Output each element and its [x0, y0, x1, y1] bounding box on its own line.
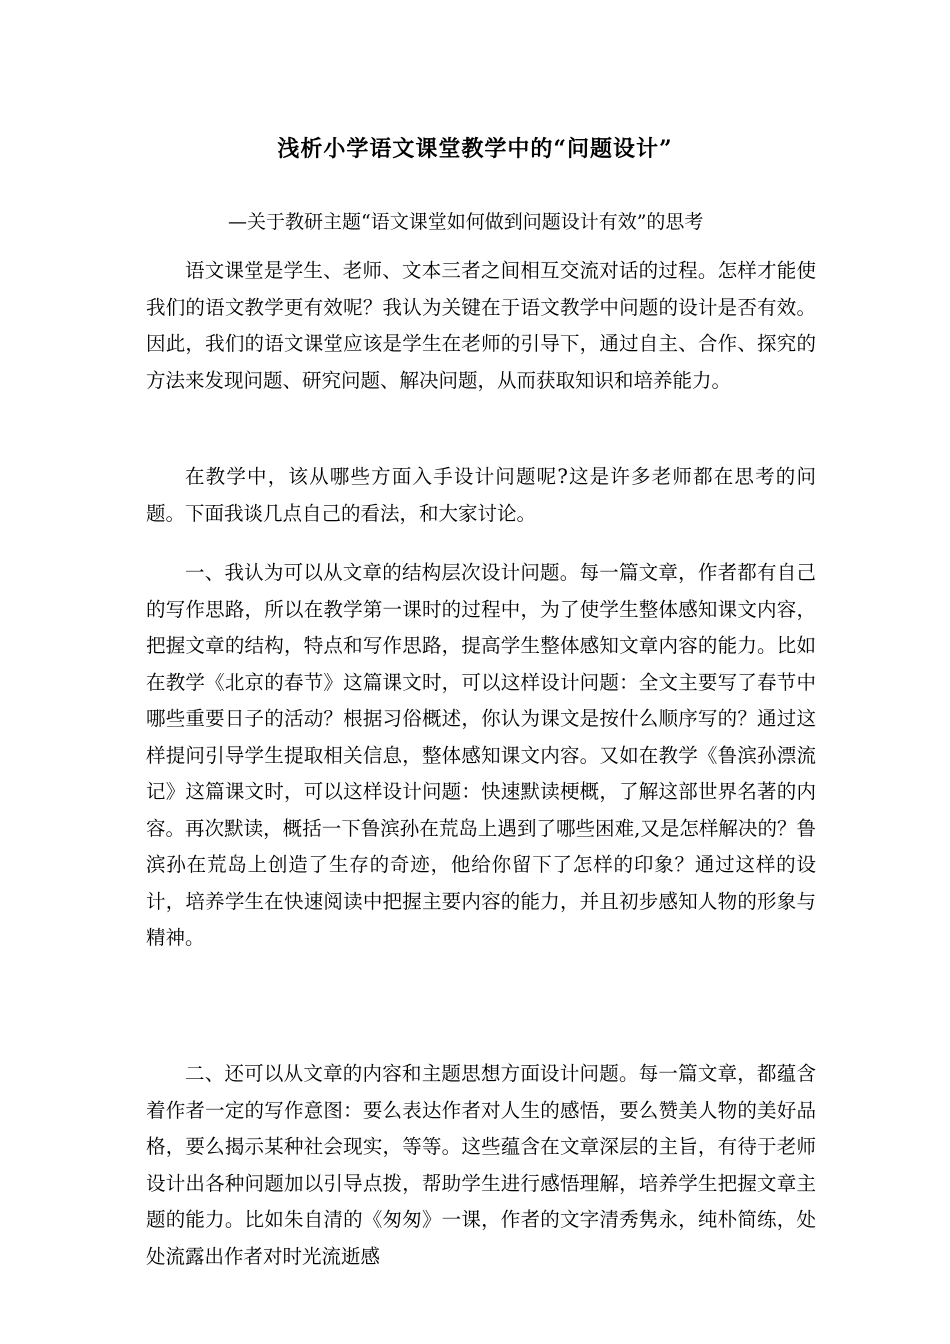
paragraph-intro: 语文课堂是学生、老师、文本三者之间相互交流对话的过程。怎样才能使我们的语文教学更有效呢？我认为关键在于语文教学中问题的设计是否有效。因此，我们的语文课堂应该是学生在老师的引导下，通过自主、合作、探究的方法来发现问题、研究问题、解决问题，从而获取知识和培养能力。	[146, 259, 816, 392]
document-title: 浅析小学语文课堂教学中的“问题设计”	[277, 136, 673, 162]
document-subtitle: —关于教研主题“语文课堂如何做到问题设计有效”的思考	[228, 211, 704, 233]
paragraph-question: 在教学中，该从哪些方面入手设计问题呢?这是许多老师都在思考的问题。下面我谈几点自己的看法，和大家讨论。	[146, 465, 816, 525]
paragraph-point-one: 一、我认为可以从文章的结构层次设计问题。每一篇文章，作者都有自己的写作思路，所以在教学第一课时的过程中，为了使学生整体感知课文内容，把握文章的结构，特点和写作思路，提高学生整体感知文章内容的能力。比如在教学《北京的春节》这篇课文时，可以这样设计问题：全文主要写了春节中哪些重要日子的活动？根据习俗概述，你认为课文是按什么顺序写的？通过这样提问引导学生提取相关信息，整体感知课文内容。又如在教学《鲁滨孙漂流记》这篇课文时，可以这样设计问题：快速默读梗概，了解这部世界名著的内容。再次默读，概括一下鲁滨孙在荒岛上遇到了哪些困难,又是怎样解决的？鲁滨孙在荒岛上创造了生存的奇迹，他给你留下了怎样的印象？通过这样的设计，培养学生在快速阅读中把握主要内容的能力，并且初步感知人物的形象与精神。	[146, 561, 816, 949]
paragraph-point-two: 二、还可以从文章的内容和主题思想方面设计问题。每一篇文章，都蕴含着作者一定的写作意图：要么表达作者对人生的感悟，要么赞美人物的美好品格，要么揭示某种社会现实，等等。这些蕴含在文章深层的主旨，有待于老师设计出各种问题加以引导点拨，帮助学生进行感悟理解，培养学生把握文章主题的能力。比如朱自清的《匆匆》一课，作者的文字清秀隽永，纯朴简练，处处流露出作者对时光流逝感	[146, 1062, 816, 1268]
